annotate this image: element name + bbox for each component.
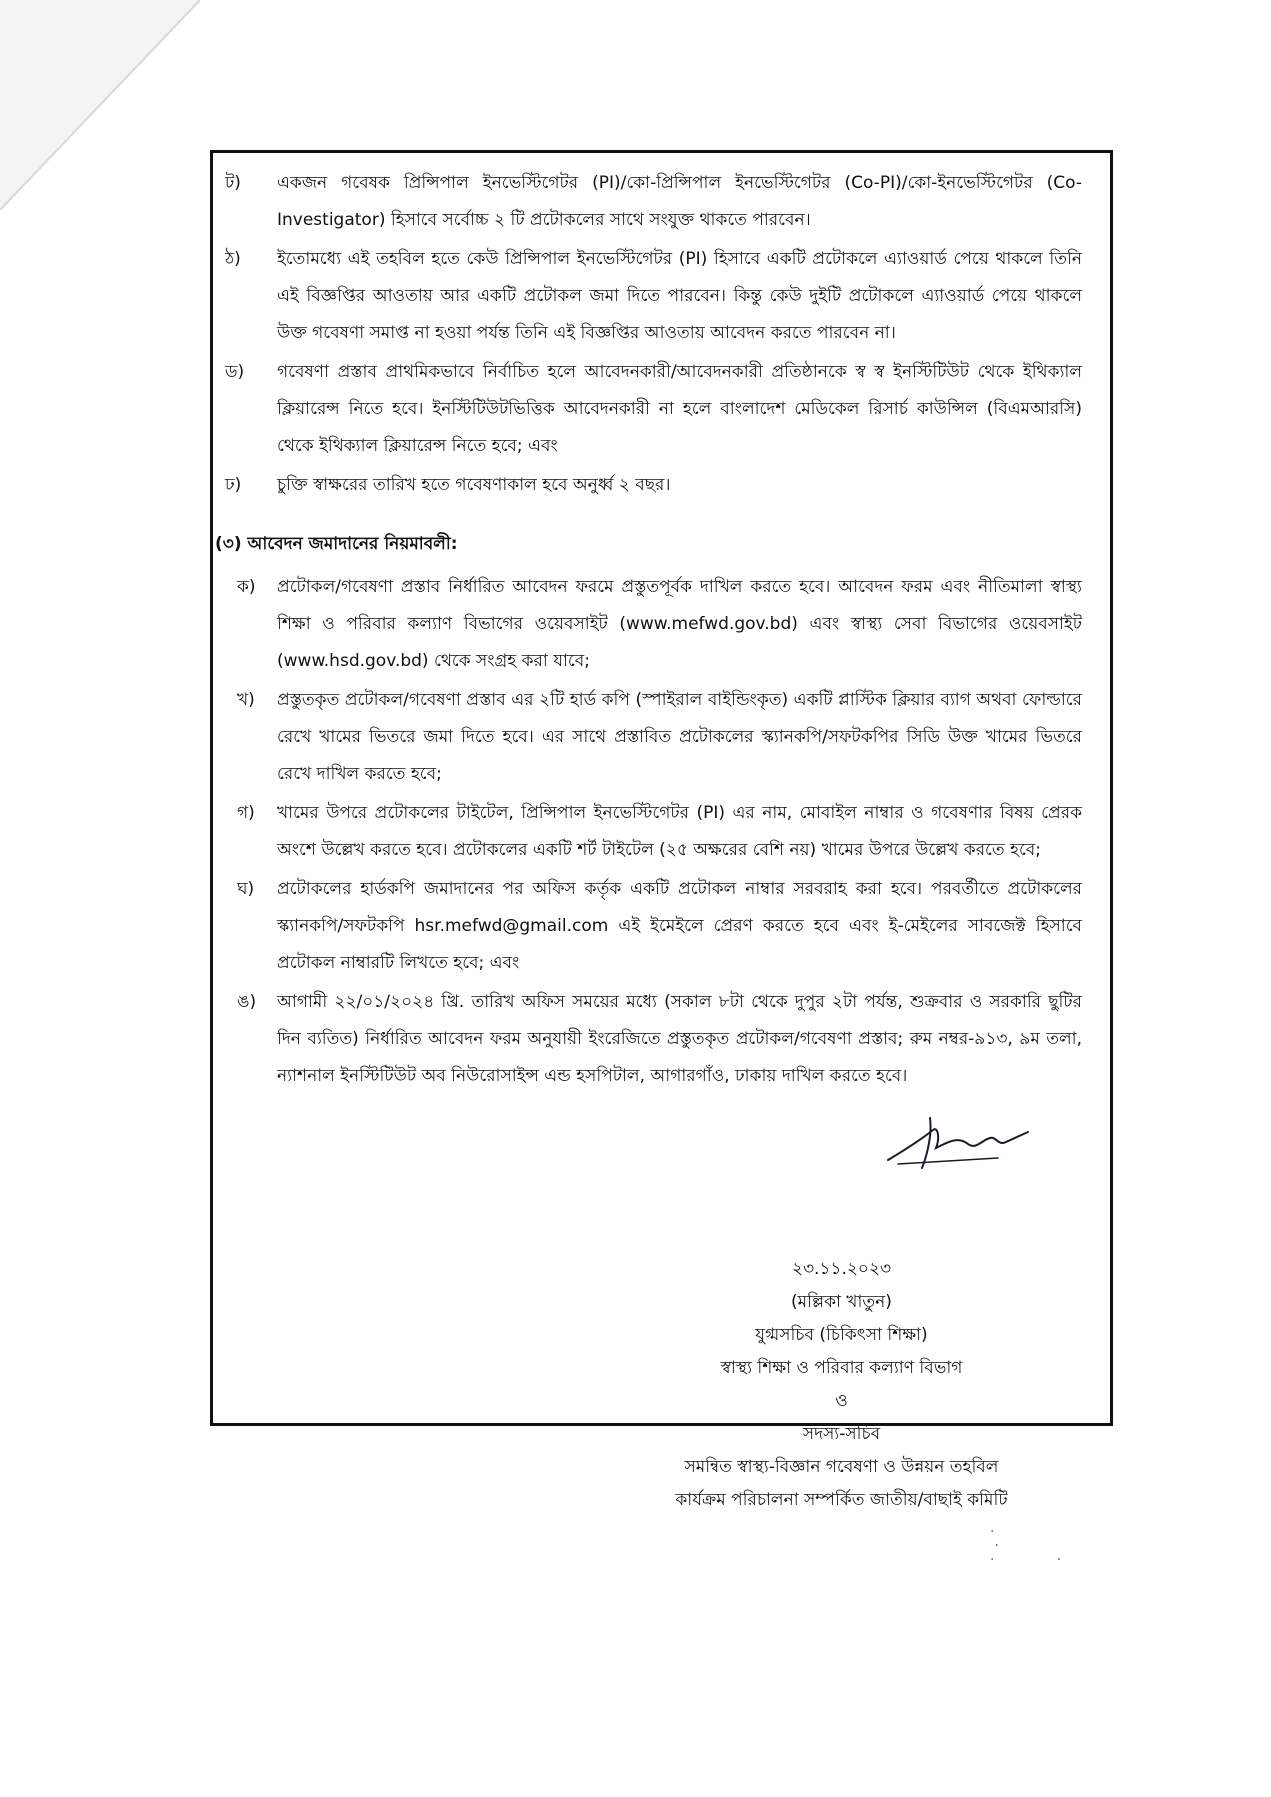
list-item-text: একজন গবেষক প্রিন্সিপাল ইনভেস্টিগেটর (PI)/কো-প্রিন্সিপাল ইনভেস্টিগেটর (Co-PI)/কো-ইনভেস্টিগেটর (Co- Investigator) হিসাবে সর্বোচ্চ ২ টি প্রটোকলের সাথে সংযুক্ত থাকতে পারবেন। xyxy=(277,173,1082,230)
list-item xyxy=(213,467,1082,504)
signature-date: ২৩.১১.২০২৩ xyxy=(791,1259,892,1279)
signatory-role: সদস্য-সচিব xyxy=(802,1424,881,1444)
list-marker: ড) xyxy=(225,362,245,382)
list-item xyxy=(213,241,1082,352)
list-item-text: ইতোমধ্যে এই তহবিল হতে কেউ প্রিন্সিপাল ইনভেস্টিগেটর (PI) হিসাবে একটি প্রটোকলে এ্যাওয়ার্ড পেয়ে থাকলে তিনি এই বিজ্ঞপ্তির আওতায় আর একটি প্রটোকল জমা দিতে পারবেন। কিন্তু কেউ দুইটি প্রটোকলে এ্যাওয়ার্ড পেয়ে থাকলে উক্ত গবেষণা সমাপ্ত না হওয়া পর্যন্ত তিনি এই বিজ্ঞপ্তির আওতায় আবেদন করতে পারবেন না। xyxy=(277,249,1082,343)
signatory-division: স্বাস্থ্য শিক্ষা ও পরিবার কল্যাণ বিভাগ xyxy=(720,1358,963,1378)
list-item-text: প্রস্তুতকৃত প্রটোকল/গবেষণা প্রস্তাব এর ২টি হার্ড কপি (স্পাইরাল বাইন্ডিংকৃত) একটি প্লাস্টিক ক্লিয়ার ব্যাগ অথবা ফোল্ডারে রেখে খামের ভিতরে জমা দিতে হবে। এর সাথে প্রস্তাবিত প্রটোকলের স্ক্যানকপি/সফটকপির সিডি উক্ত খামের ভিতরে রেখে দাখিল করতে হবে; xyxy=(277,690,1082,784)
list-item-text: আগামী ২২/০১/২০২৪ খ্রি. তারিখ অফিস সময়ের মধ্যে (সকাল ৮টা থেকে দুপুর ২টা পর্যন্ত, শুক্রবার ও সরকারি ছুটির দিন ব্যতিত) নির্ধারিত আবেদন ফরম অনুযায়ী ইংরেজিতে প্রস্তুতকৃত প্রটোকল/গবেষণা প্রস্তাব; রুম নম্বর-৯১৩, ৯ম তলা, ন্যাশনাল ইনস্টিটিউট অব নিউরোসাইন্স এন্ড হসপিটাল, আগারগাঁও, ঢাকায় দাখিল করতে হবে। xyxy=(277,992,1082,1086)
list-item xyxy=(213,165,1082,239)
list-item xyxy=(213,354,1082,465)
signature-block xyxy=(213,1253,1110,1517)
list-marker: ঙ) xyxy=(237,992,257,1012)
section-heading: (৩) আবেদন জমাদানের নিয়মাবলী: xyxy=(215,534,458,554)
list-marker: খ) xyxy=(237,690,255,710)
submission-rules-list xyxy=(213,569,1082,1095)
list-item-text: গবেষণা প্রস্তাব প্রাথমিকভাবে নির্বাচিত হলে আবেদনকারী/আবেদনকারী প্রতিষ্ঠানকে স্ব স্ব ইনস্টিটিউট থেকে ইথিক্যাল ক্লিয়ারেন্স নিতে হবে। ইনস্টিটিউটভিত্তিক আবেদনকারী না হলে বাংলাদেশ মেডিকেল রিসার্চ কাউন্সিল (বিএমআরসি) থেকে ইথিক্যাল ক্লিয়ারেন্স নিতে হবে; এবং xyxy=(277,362,1082,456)
paper-corner-fold xyxy=(0,0,200,210)
list-item xyxy=(213,871,1082,982)
list-marker: ট) xyxy=(225,173,241,193)
document-body xyxy=(213,153,1110,1097)
list-item-text: প্রটোকলের হার্ডকপি জমাদানের পর অফিস কর্তৃক একটি প্রটোকল নাম্বার সরবরাহ করা হবে। পরবর্তীতে প্রটোকলের স্ক্যানকপি/সফটকপি hsr.mefwd@gmail.com এই ইমেইলে প্রেরণ করতে হবে এবং ই-মেইলের সাবজেক্ট হিসাবে প্রটোকল নাম্বারটি লিখতে হবে; এবং xyxy=(277,879,1082,973)
signatory-designation: যুগ্মসচিব (চিকিৎসা শিক্ষা) xyxy=(755,1325,928,1345)
list-marker: ঠ) xyxy=(225,249,241,269)
document-frame xyxy=(210,150,1113,1510)
signatory-committee: কার্যক্রম পরিচালনা সম্পর্কিত জাতীয়/বাছাই কমিটি xyxy=(675,1490,1008,1510)
list-item xyxy=(213,569,1082,680)
scan-specks: · · · · xyxy=(990,1524,1062,1568)
list-item-text: চুক্তি স্বাক্ষরের তারিখ হতে গবেষণাকাল হবে অনুর্ধ্ব ২ বছর। xyxy=(277,475,671,495)
signatory-conjunction: ও xyxy=(835,1391,848,1411)
signatory-name: (মল্লিকা খাতুন) xyxy=(791,1292,892,1312)
list-item xyxy=(213,682,1082,793)
list-item-text: প্রটোকল/গবেষণা প্রস্তাব নির্ধারিত আবেদন ফরমে প্রস্তুতপূর্বক দাখিল করতে হবে। আবেদন ফরম এবং নীতিমালা স্বাস্থ্য শিক্ষা ও পরিবার কল্যাণ বিভাগের ওয়েবসাইট (www.mefwd.gov.bd) এবং স্বাস্থ্য সেবা বিভাগের ওয়েবসাইট (www.hsd.gov.bd) থেকে সংগ্রহ করা যাবে; xyxy=(277,577,1082,671)
eligibility-list xyxy=(213,165,1082,504)
list-marker: গ) xyxy=(237,803,255,823)
list-item xyxy=(213,795,1082,869)
list-marker: ক) xyxy=(237,577,256,597)
list-marker: ঘ) xyxy=(237,879,255,899)
signatory-fund: সমন্বিত স্বাস্থ্য-বিজ্ঞান গবেষণা ও উন্নয়ন তহবিল xyxy=(684,1457,999,1477)
handwritten-signature xyxy=(878,1108,1038,1178)
list-item-text: খামের উপরে প্রটোকলের টাইটেল, প্রিন্সিপাল ইনভেস্টিগেটর (PI) এর নাম, মোবাইল নাম্বার ও গবেষণার বিষয় প্রেরক অংশে উল্লেখ করতে হবে। প্রটোকলের একটি শর্ট টাইটেল (২৫ অক্ষরের বেশি নয়) খামের উপরে উল্লেখ করতে হবে; xyxy=(277,803,1082,860)
list-marker: ঢ) xyxy=(225,475,242,495)
list-item xyxy=(213,984,1082,1095)
